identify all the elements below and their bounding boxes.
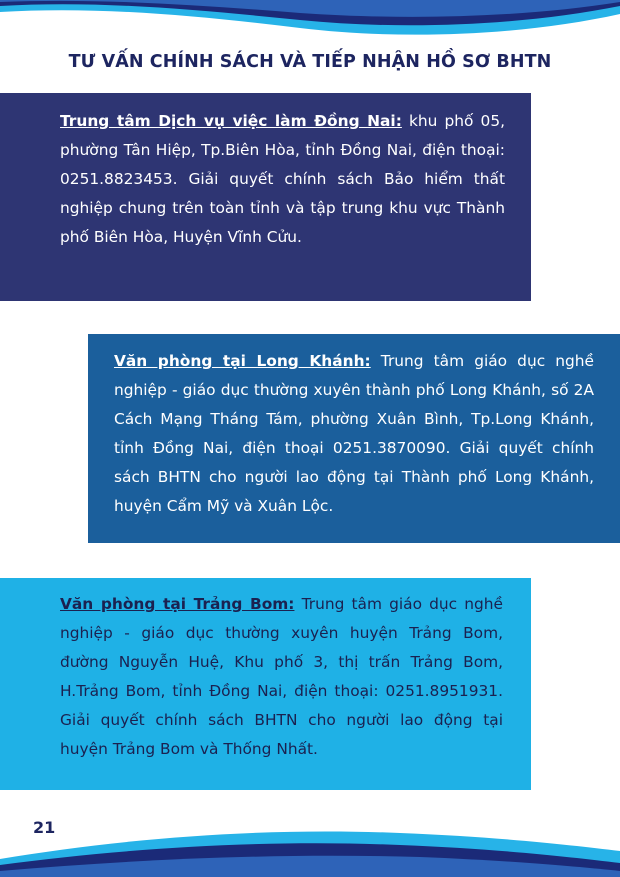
office-card-dong-nai bbox=[0, 93, 531, 301]
office-heading: Trung tâm Dịch vụ việc làm Đồng Nai: bbox=[60, 112, 402, 130]
office-heading: Văn phòng tại Long Khánh: bbox=[114, 352, 371, 370]
office-description bbox=[60, 107, 505, 252]
page-number: 21 bbox=[33, 818, 56, 837]
office-card-long-khanh bbox=[88, 334, 620, 543]
office-body: Trung tâm giáo dục nghề nghiệp - giáo dục thường xuyên thành phố Long Khánh, số 2A Cách Mạng Tháng Tám, phường Xuân Bình, Tp.Long Khánh, tỉnh Đồng Nai, điện thoại 0251.3870090. Giải quyết chính sách BHTN cho người lao động tại Thành phố Long Khánh, huyện Cẩm Mỹ và Xuân Lộc. bbox=[114, 352, 594, 515]
office-description bbox=[60, 590, 503, 764]
page-title: TƯ VẤN CHÍNH SÁCH VÀ TIẾP NHẬN HỒ SƠ BHTN bbox=[68, 52, 552, 72]
bottom-wave-decoration bbox=[0, 807, 620, 877]
top-wave-decoration bbox=[0, 0, 620, 60]
office-body: khu phố 05, phường Tân Hiệp, Tp.Biên Hòa, tỉnh Đồng Nai, điện thoại: 0251.8823453. Giải quyết chính sách Bảo hiểm thất nghiệp chung trên toàn tỉnh và tập trung khu vực Thành phố Biên Hòa, Huyện Vĩnh Cửu. bbox=[60, 112, 505, 246]
office-heading: Văn phòng tại Trảng Bom: bbox=[60, 595, 295, 613]
office-description bbox=[114, 347, 594, 521]
office-body: Trung tâm giáo dục nghề nghiệp - giáo dục thường xuyên huyện Trảng Bom, đường Nguyễn Huệ, Khu phố 3, thị trấn Trảng Bom, H.Trảng Bom, tỉnh Đồng Nai, điện thoại: 0251.8951931. Giải quyết chính sách BHTN cho người lao động tại huyện Trảng Bom và Thống Nhất. bbox=[60, 595, 503, 758]
office-card-trang-bom bbox=[0, 578, 531, 790]
